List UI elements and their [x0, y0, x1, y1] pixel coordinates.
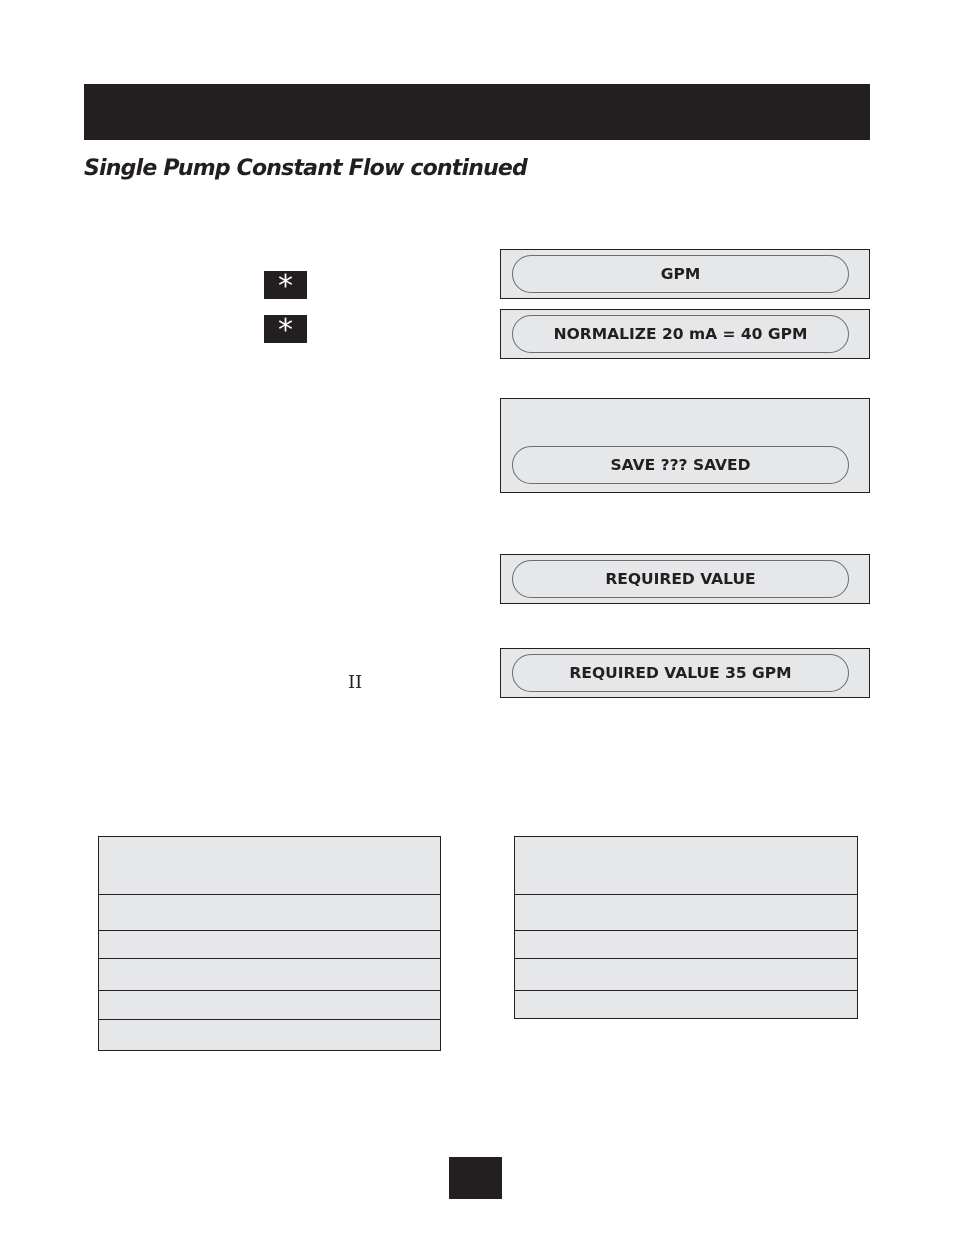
table-header-row	[99, 837, 440, 895]
display-readout: NORMALIZE 20 mA = 40 GPM	[512, 315, 849, 353]
table-row	[515, 959, 857, 991]
asterisk-key-icon: *	[264, 271, 307, 299]
display-panel-required-value-gpm	[500, 648, 870, 698]
asterisk-key-icon: *	[264, 315, 307, 343]
display-readout: REQUIRED VALUE	[512, 560, 849, 598]
table-row	[99, 1020, 440, 1050]
display-panel-save	[500, 398, 870, 493]
header-bar	[84, 84, 870, 140]
table-row	[99, 895, 440, 931]
table-row	[99, 959, 440, 991]
display-panel-required-value	[500, 554, 870, 604]
display-readout: GPM	[512, 255, 849, 293]
display-readout: SAVE ??? SAVED	[512, 446, 849, 484]
table-row	[515, 931, 857, 959]
page-number-box	[449, 1157, 502, 1199]
table-row	[99, 931, 440, 959]
table-header-row	[515, 837, 857, 895]
blank-table-right	[514, 836, 858, 1019]
table-row	[515, 895, 857, 931]
display-readout: REQUIRED VALUE 35 GPM	[512, 654, 849, 692]
section-title: Single Pump Constant Flow continued	[84, 156, 528, 181]
display-panel-normalize	[500, 309, 870, 359]
blank-table-left	[98, 836, 441, 1051]
display-panel-gpm	[500, 249, 870, 299]
roman-numeral-marker: II	[348, 672, 363, 693]
table-row	[99, 991, 440, 1020]
table-row	[515, 991, 857, 1018]
